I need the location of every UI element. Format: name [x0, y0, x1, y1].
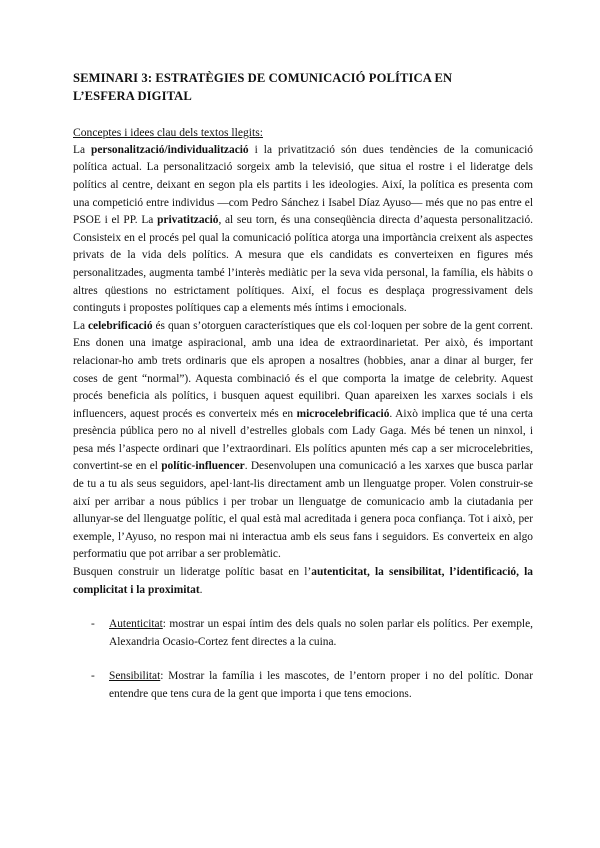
- p1-term-personalitzacio: personalització/individualització: [91, 143, 249, 156]
- section-subtitle: Conceptes i idees clau dels textos llegits:: [73, 126, 263, 140]
- p2-term-celebrificacio: celebrificació: [88, 319, 153, 332]
- title-line-2: L’ESFERA DIGITAL: [73, 88, 192, 103]
- p2-text-2: és quan s’otorguen característiques que els col·loquen per sobre de la gent corrent. Ens donen una imatge aspiracional, amb una idea de extraordinarietat. Per això, és important relacionar-ho amb trets ordinaris que els apropen a nosaltres (hobbies, anar a dinar al burger, fer coses de gent “normal”). Aquesta combinació és el que comporta la imatge de celebrity. Aquest procés beneficia als polítics, i busquen aquest equilibri. Quan apareixen les xarxes socials i els influencers, aquest procés es converteix més en: [73, 319, 533, 420]
- paragraph-celebrificacio: [73, 318, 533, 564]
- p1-text-3: , al seu torn, és una conseqüència directa d’aquesta personalització. Consisteix en el procés pel qual la comunicació política atorga una importància creixent als aspectes privats de la vida dels polítics. A mesura que els candidats es converteixen en figures més personalitzades, augmenta també l’interès mediàtic per la seva vida personal, la família, els hàbits o altres qüestions no estrictament polítiques. Així, el focus es desplaça progressivament dels continguts i propostes polítiques cap a elements més íntims i emocionals.: [73, 214, 533, 315]
- values-list: [73, 616, 533, 703]
- p3-text-2: .: [199, 583, 203, 596]
- paragraph-lideratge: [73, 564, 533, 599]
- list-item: [73, 616, 533, 651]
- p2-term-politic-influencer: polític-influencer: [161, 460, 245, 473]
- list-dash: -: [91, 618, 95, 631]
- document-page: [73, 70, 533, 721]
- p2-text-4: . Desenvolupen una comunicació a les xarxes que busca parlar de tu a tu als seus seguidors, apel·lant-lis directament amb un llenguatge proper. Volen construir-se així per arribar a nous públics i per trobar un llenguatge de comunicacio amb la ciutadania per allunyar-se del llenguatge polític, el qual està mal acreditada i genera poca confiança. Tot i això, per exemple, l’Ayuso, no respon mai ni interactua amb els seus fans i seguidors. Es converteix en algo performatiu que pot arribar a ser problemàtic.: [73, 460, 533, 561]
- p2-text-1: La: [73, 319, 88, 332]
- list-item: [73, 668, 533, 703]
- list-term-sensibilitat: Sensibilitat: [109, 670, 161, 683]
- p3-term-valors: autenticitat, la sensibilitat, l’identificació, la complicitat i la proximitat: [73, 566, 533, 596]
- list-dash: -: [91, 670, 95, 683]
- p1-text-1: La: [73, 143, 92, 156]
- p3-text-1: Busquen construir un lideratge polític basat en l’: [73, 566, 312, 579]
- p1-text-2: i la privatització són dues tendències de la comunicació política actual. La personalització sorgeix amb la televisió, que situa el rostre i el lideratge dels polítics al centre, deixant en segon pla els partits i les ideologies. Així, la política es presenta com una competició entre individus —com Pedro Sánchez i Isabel Díaz Ayuso— més que no pas entre el PSOE i el PP. La: [73, 143, 533, 227]
- list-term-autenticitat: Autenticitat: [109, 618, 163, 631]
- list-text-sensibilitat: : Mostrar la família i les mascotes, de l’entorn proper i no del polític. Donar entendre que tens cura de la gent que importa i que tens emocions.: [109, 670, 533, 700]
- page-title: [73, 70, 533, 105]
- paragraph-personalitzacio: [73, 142, 533, 318]
- title-line-1: SEMINARI 3: ESTRATÈGIES DE COMUNICACIÓ POLÍTICA EN: [73, 71, 453, 85]
- p2-term-microcelebrificacio: microcelebrificació: [296, 407, 390, 420]
- p2-text-3: . Això implica que té una certa presència pública pero no al nivell d’estrelles globals com Lady Gaga. Més bé tenen un ninxol, i pesa més l’aspecte ordinari que l’extraordinari. Els polítics apunten més cap a ser microcelebrities, convertint-se en el: [73, 407, 533, 473]
- p1-term-privatitzacio: privatització: [157, 214, 219, 227]
- list-text-autenticitat: : mostrar un espai íntim des dels quals no solen parlar els polítics. Per exemple, Alexandria Ocasio-Cortez fent directes a la cuina.: [109, 618, 533, 648]
